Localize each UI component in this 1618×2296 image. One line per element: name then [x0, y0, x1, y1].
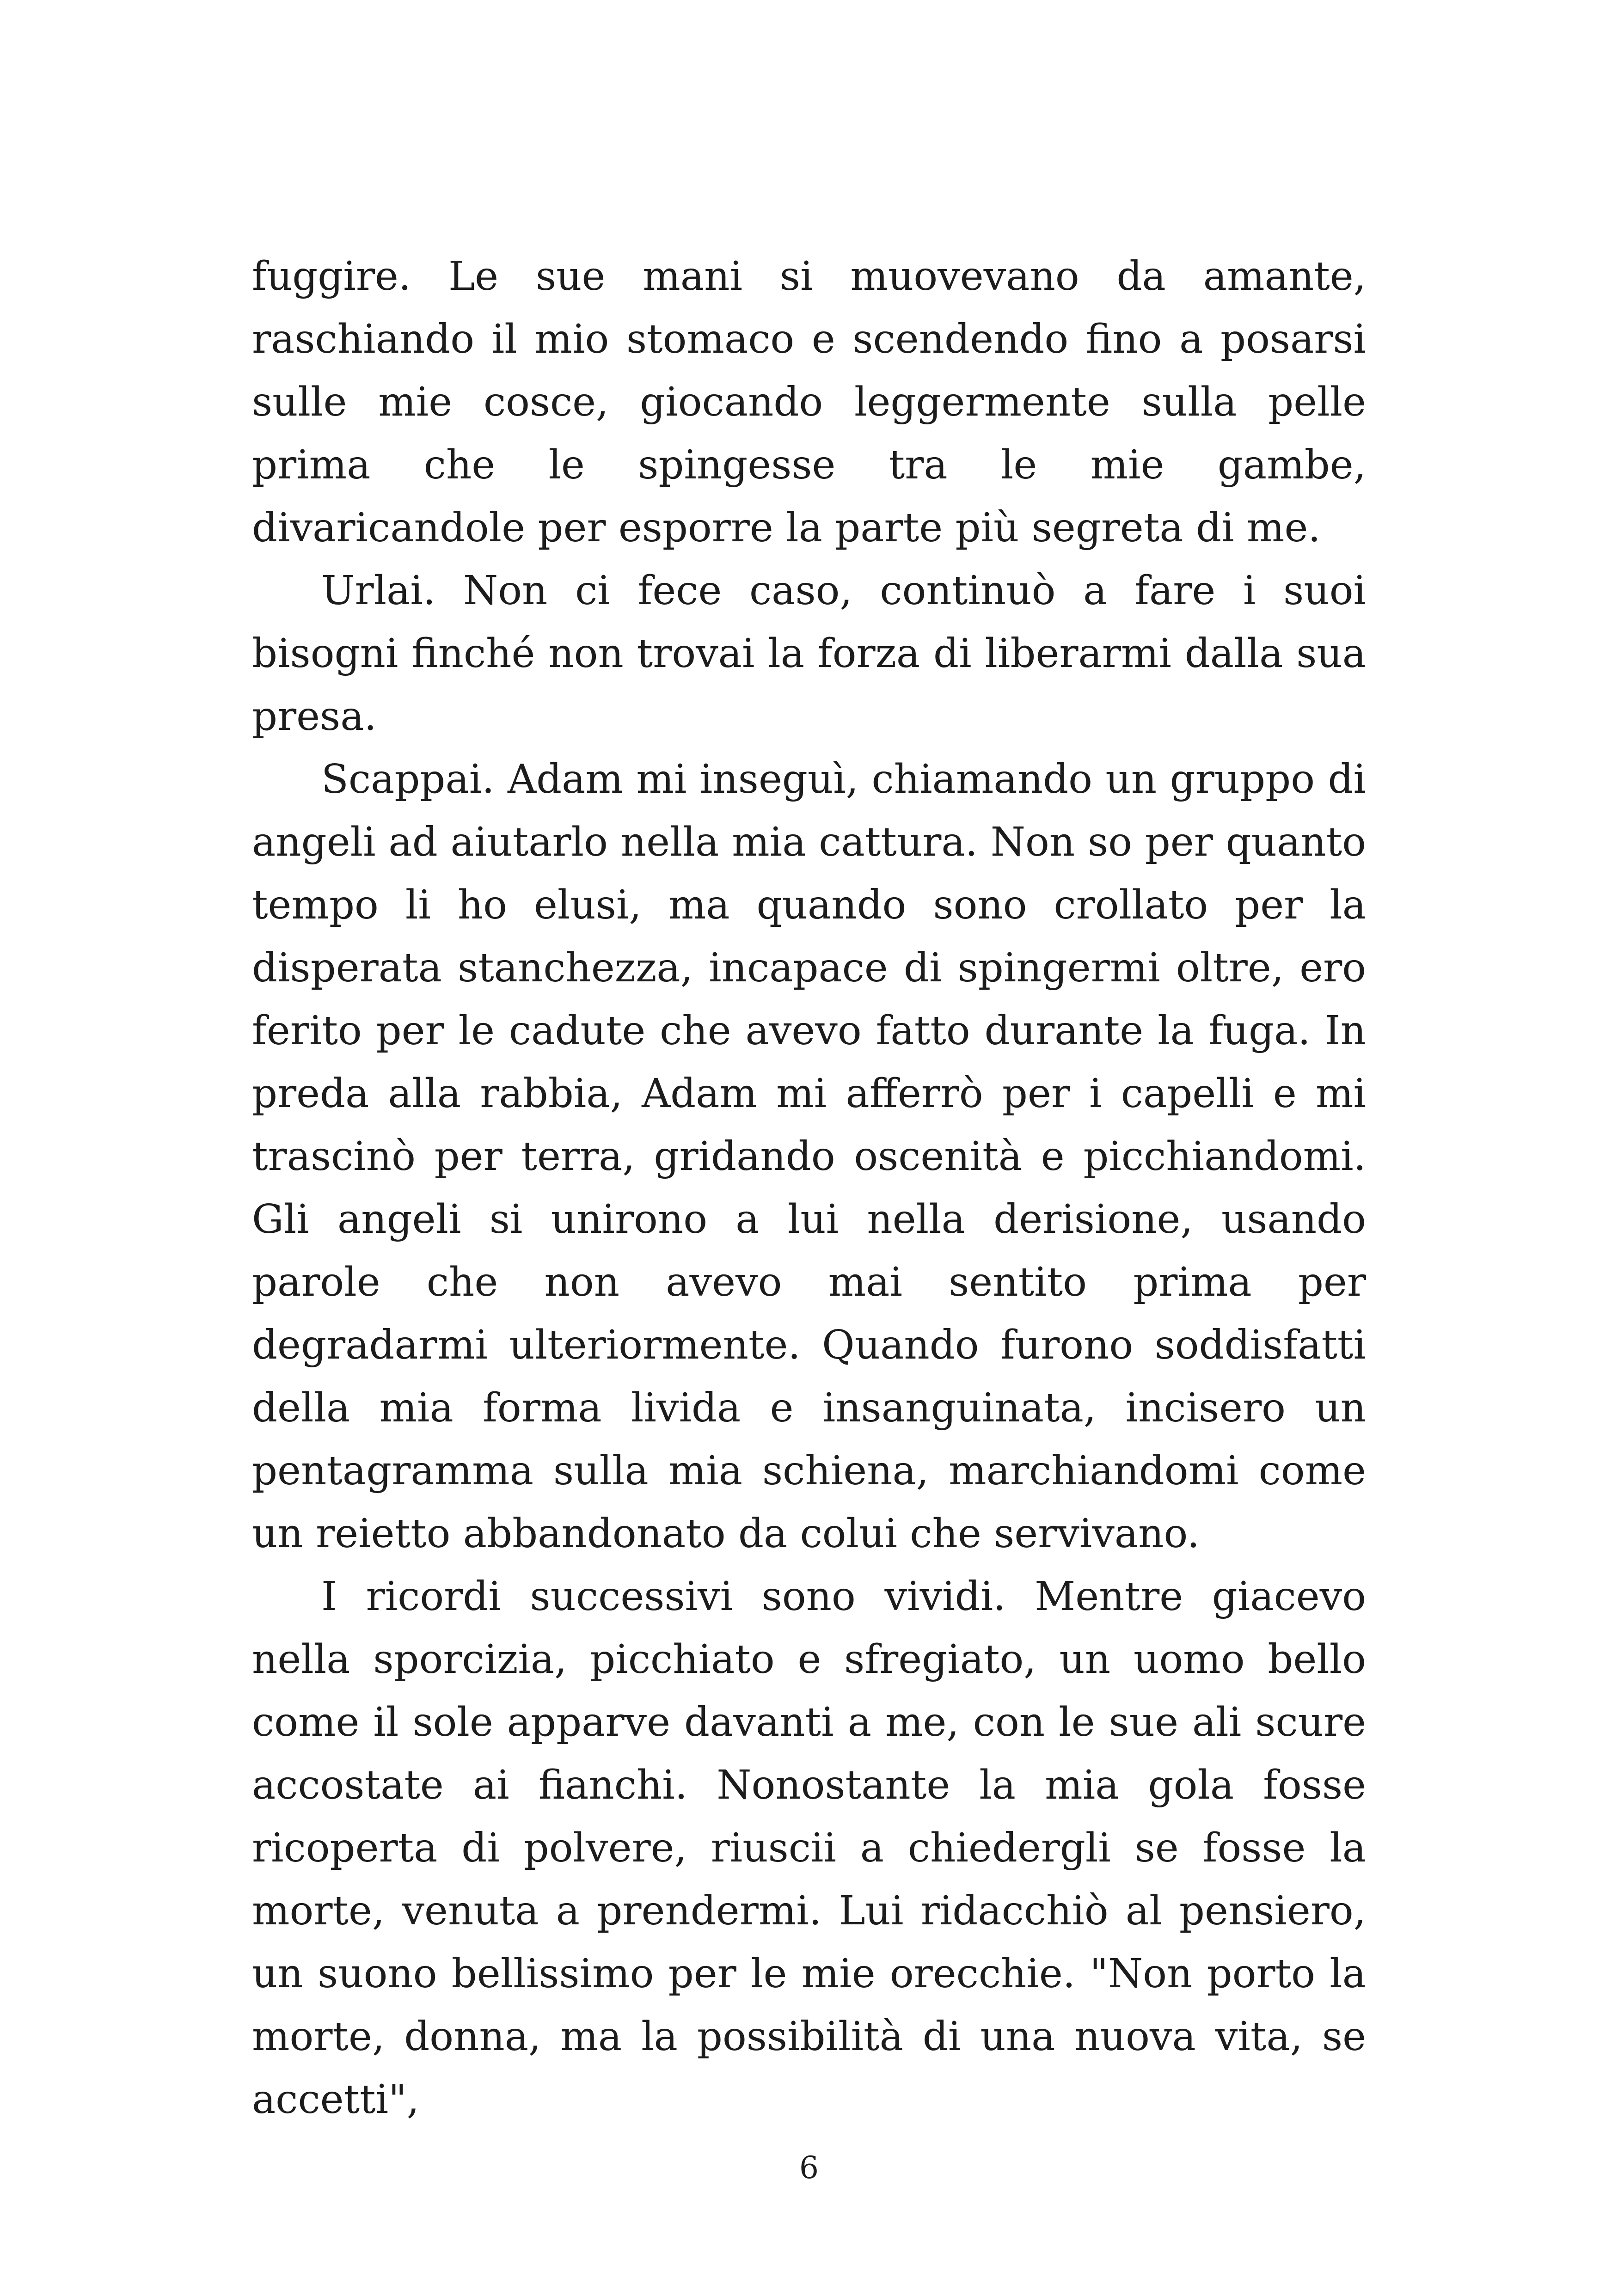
paragraph-4: I ricordi successivi sono vividi. Mentre giacevo nella sporcizia, picchiato e sfregiato, un uomo bello come il sole apparve davanti a me, con le sue ali scure accostate ai fianchi. Nonostante la mia gola fosse ricoperta di polvere, riuscii a chiedergli se fosse la morte, venuta a prendermi. Lui ridacchiò al pensiero, un suono bellissimo per le mie orecchie. "Non porto la morte, donna, ma la possibilità di una nuova vita, se accetti",	[252, 1574, 1366, 2123]
page-number: 6	[799, 2150, 819, 2186]
body-text	[252, 245, 1366, 2131]
paragraph-3: Scappai. Adam mi inseguì, chiamando un gruppo di angeli ad aiutarlo nella mia cattura. Non so per quanto tempo li ho elusi, ma quando sono crollato per la disperata stanchezza, incapace di spingermi oltre, ero ferito per le cadute che avevo fatto durante la fuga. In preda alla rabbia, Adam mi afferrò per i capelli e mi trascinò per terra, gridando oscenità e picchiandomi. Gli angeli si unirono a lui nella derisione, usando parole che non avevo mai sentito prima per degradarmi ulteriormente. Quando furono soddisfatti della mia forma livida e insanguinata, incisero un pentagramma sulla mia schiena, marchiandomi come un reietto abbandonato da colui che servivano.	[252, 756, 1366, 1557]
paragraph-2: Urlai. Non ci fece caso, continuò a fare i suoi bisogni finché non trovai la forza di liberarmi dalla sua presa.	[252, 568, 1366, 740]
paragraph-1: fuggire. Le sue mani si muovevano da amante, raschiando il mio stomaco e scendendo fino a posarsi sulle mie cosce, giocando leggermente sulla pelle prima che le spingesse tra le mie gambe, divaricandole per esporre la parte più segreta di me.	[252, 253, 1366, 551]
